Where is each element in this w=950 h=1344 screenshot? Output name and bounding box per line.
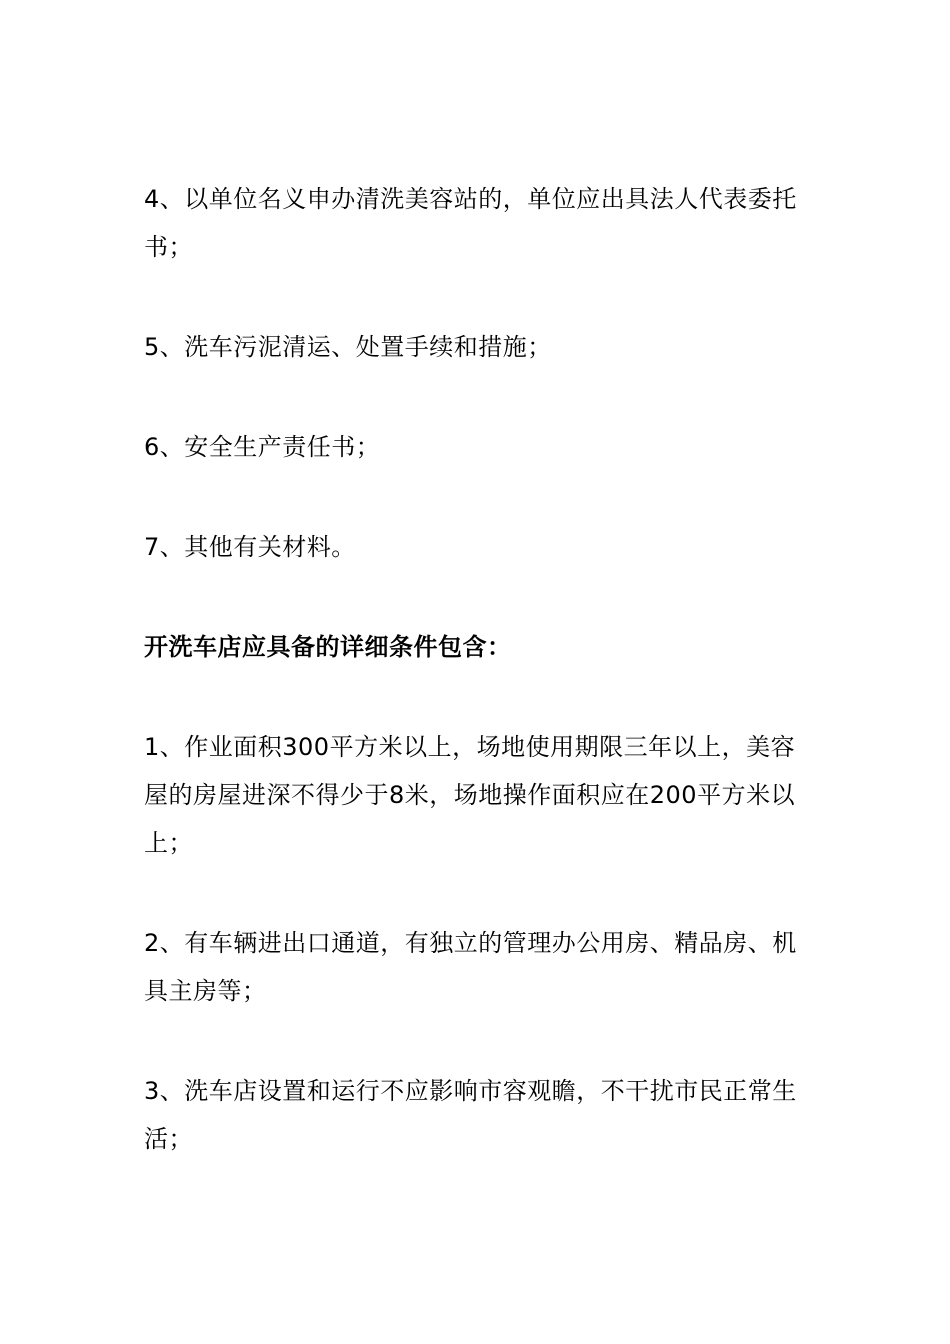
- paragraph-item-6: 6、安全生产责任书；: [144, 433, 381, 461]
- paragraph-item-7: 7、其他有关材料。: [144, 533, 356, 561]
- section-heading: 开洗车店应具备的详细条件包含：: [144, 633, 512, 661]
- paragraph-condition-3: 3、洗车店设置和运行不应影响市容观瞻，不干扰市民正常生活；: [144, 1077, 797, 1153]
- paragraph-item-4: 4、以单位名义申办清洗美容站的，单位应出具法人代表委托书；: [144, 185, 797, 261]
- paragraph-condition-1: 1、作业面积300平方米以上，场地使用期限三年以上，美容屋的房屋进深不得少于8米，场地操作面积应在200平方米以上；: [144, 733, 796, 857]
- document-page: [144, 175, 812, 1215]
- paragraph-item-5: 5、洗车污泥清运、处置手续和措施；: [144, 333, 552, 361]
- paragraph-condition-2: 2、有车辆进出口通道，有独立的管理办公用房、精品房、机具主房等；: [144, 929, 797, 1005]
